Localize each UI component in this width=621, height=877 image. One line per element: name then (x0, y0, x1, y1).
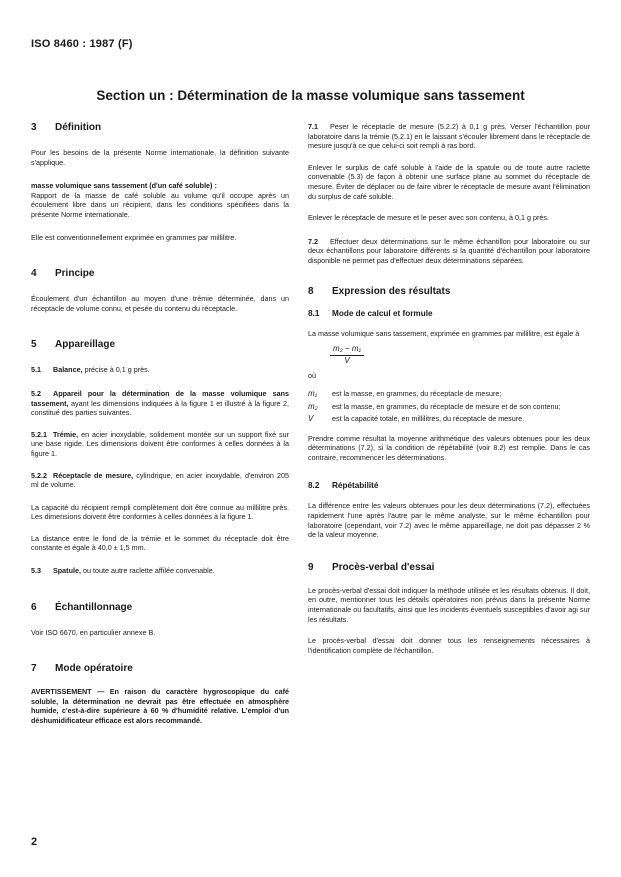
heading-text: Définition (55, 122, 102, 133)
clause-text: Effectuer deux déterminations sur le même échantillon pour laboratoire ou sur deux échantillons pour laboratoire différents si la quantité d'échantillon pour laboratoire disponible ne permet pas d'effectuer deux déterminations séparées. (308, 236, 590, 265)
clause-number: 5.2 (31, 388, 41, 398)
heading-text: Procès-verbal d'essai (332, 561, 435, 573)
legend-symbol: V (308, 414, 314, 424)
clause-text: précise à 0,1 g près. (84, 365, 150, 375)
paragraph: Le procès-verbal d'essai doit donner tous les renseignements nécessaires à l'identification complète de l'échantillon. (308, 636, 590, 655)
formula-numerator: m₂ − m₁ (330, 344, 364, 356)
paragraph: Enlever le réceptacle de mesure et le peser avec son contenu, à 0,1 g près. (308, 213, 549, 223)
definition-term: masse volumique sans tassement (d'un café soluble) : (31, 181, 217, 191)
clause-text: Peser le réceptacle de mesure (5.2.2) à 0,1 g près. Verser l'échantillon pour laboratoire dans la trémie (5.2.1) en le laissant s'écouler librement dans le réceptacle de mesure jusqu'à ce que celui-ci soit rempli à ras bord. (308, 122, 590, 151)
paragraph: Prendre comme résultat la moyenne arithmétique des valeurs obtenues pour les deux déterminations (7.2), si la condition de répétabilité (voir 8.2) est remplie. Dans le cas contraire, recommencer les déterminations. (308, 433, 590, 462)
heading-text: Échantillonnage (55, 601, 133, 613)
clause-text: cylindrique, en acier inoxydable, d'environ 205 ml de volume. (31, 470, 289, 490)
clause-number: 7.2 (308, 236, 318, 246)
definition-text: Rapport de la masse de café soluble au volume qu'il occupe après un écoulement libre dans un récipient, dans les conditions spécifiées dans la présente Norme internationale. (31, 190, 289, 219)
legend-symbol: m₂ (308, 401, 318, 411)
heading-5 (31, 339, 289, 351)
clause-5-1 (31, 365, 289, 375)
paragraph: La distance entre le fond de la trémie et le sommet du réceptacle doit être constante et égale à 40,0 ± 1,5 mm. (31, 533, 289, 553)
left-column (31, 122, 289, 726)
heading-number: 8.2 (308, 481, 320, 491)
paragraph: Le procès-verbal d'essai doit indiquer la méthode utilisée et les résultats obtenus. Il doit, en outre, mentionner tous les détails opératoires non prévus dans la présente Norme internationale ou facultatifs, ainsi que les incidents éventuels susceptibles d'avoir agi sur les résultats. (308, 585, 590, 624)
heading-text: Appareillage (55, 339, 116, 351)
heading-text: Mode de calcul et formule (332, 308, 433, 318)
paragraph: Écoulement d'un échantillon au moyen d'une trémie déterminée, dans un réceptacle de volume connu, et pesée du contenu du réceptacle. (31, 294, 289, 313)
clause-text: ou toute autre raclette affilée convenable. (82, 566, 215, 576)
paragraph: La différence entre les valeurs obtenues pour les deux déterminations (7.2), effectuées rapidement l'une après l'autre par le même analyste, sur le même échantillon pour laboratoire (cependant, voir 7.2) avec le même appareillage, ne doit pas dépasser 2 % de la valeur moyenne. (308, 501, 590, 540)
clause-term: Appareil pour la détermination de la masse volumique sans tassement, (31, 388, 289, 408)
heading-text: Expression des résultats (332, 285, 451, 297)
clause-number: 5.1 (31, 365, 41, 375)
heading-8-1 (308, 308, 590, 319)
legend-text: est la masse, en grammes, du réceptacle de mesure; (332, 388, 502, 398)
clause-term: Balance, (53, 365, 83, 375)
clause-term: Réceptacle de mesure, (53, 470, 134, 480)
formula (330, 344, 590, 365)
heading-number: 8 (308, 285, 314, 297)
heading-6 (31, 602, 289, 614)
legend-row (308, 414, 590, 424)
clause-term: Spatule, (53, 566, 81, 576)
clause-5-3 (31, 566, 289, 576)
heading-9 (308, 562, 590, 574)
heading-text: Répétabilité (332, 481, 379, 491)
clause-7-2 (308, 237, 590, 266)
heading-3 (31, 122, 289, 134)
clause-5-2 (31, 389, 289, 418)
clause-7-1 (308, 122, 590, 151)
clause-text: ayant les dimensions indiquées à la figure 1 et illustré à la figure 2, constitué des parties suivantes. (31, 398, 289, 418)
heading-number: 8.1 (308, 308, 320, 318)
paragraph: Enlever le surplus de café soluble à l'aide de la spatule ou de toute autre raclette convenable (5.3) de façon à obtenir une surface plane au sommet du réceptacle de mesure. Éviter de déplacer ou de faire vibrer le réceptacle de mesure avant l'élimination du surplus de café soluble. (308, 162, 590, 201)
clause-term: Trémie, (53, 429, 79, 439)
legend-symbol: m₁ (308, 388, 318, 398)
right-column (308, 122, 590, 655)
clause-5-2-1 (31, 430, 289, 459)
paragraph: La masse volumique sans tassement, exprimée en grammes par millilitre, est égale à (308, 328, 580, 338)
heading-8-2 (308, 480, 590, 491)
heading-number: 7 (31, 663, 37, 675)
paragraph: Pour les besoins de la présente Norme internationale, la définition suivante s'applique. (31, 148, 289, 167)
paragraph: Voir ISO 6670, en particulier annexe B. (31, 627, 156, 637)
clause-text: en acier inoxydable, solidement montée sur un support fixé sur une base rigide. Les dimensions doivent être conformes à celles données à la figure 1. (31, 429, 289, 458)
clause-number: 5.3 (31, 566, 41, 576)
legend-text: est la masse, en grammes, du réceptacle de mesure et de son contenu; (332, 401, 561, 411)
clause-number: 5.2.2 (31, 470, 47, 480)
ou-label: où (308, 371, 316, 381)
formula-denominator: V (344, 355, 350, 365)
heading-7 (31, 663, 289, 675)
page-number: 2 (31, 836, 38, 848)
legend-row (308, 402, 590, 412)
warning-paragraph: AVERTISSEMENT — En raison du caractère hygroscopique du café soluble, la détermination ne devrait pas être effectuée en atmosphère humide, c'est-à-dire supérieure à 60 % d'humidité relative. L'emploi d'un déshumidificateur efficace est alors recommandé. (31, 687, 289, 726)
heading-number: 3 (31, 122, 37, 133)
heading-text: Principe (55, 268, 95, 280)
legend-text: est la capacité totale, en millilitres, du réceptacle de mesure. (332, 414, 525, 424)
clause-number: 7.1 (308, 122, 318, 131)
clause-5-2-2 (31, 471, 289, 490)
heading-number: 9 (308, 561, 314, 573)
heading-text: Mode opératoire (55, 663, 133, 675)
section-title: Section un : Détermination de la masse volumique sans tassement (96, 88, 525, 103)
heading-4 (31, 268, 289, 280)
legend-row (308, 389, 590, 399)
heading-number: 6 (31, 601, 37, 613)
document-id: ISO 8460 : 1987 (F) (31, 38, 133, 50)
heading-8 (308, 286, 590, 298)
clause-number: 5.2.1 (31, 429, 47, 439)
formula-fraction (330, 344, 364, 365)
formula-legend (308, 389, 590, 424)
heading-number: 4 (31, 268, 37, 280)
paragraph: Elle est conventionnellement exprimée en grammes par millilitre. (31, 232, 237, 242)
paragraph: La capacité du récipient rempli complètement doit être connue au millilitre près. Les dimensions doivent être conformes à celles données à la figure 1. (31, 502, 289, 522)
heading-number: 5 (31, 339, 37, 351)
